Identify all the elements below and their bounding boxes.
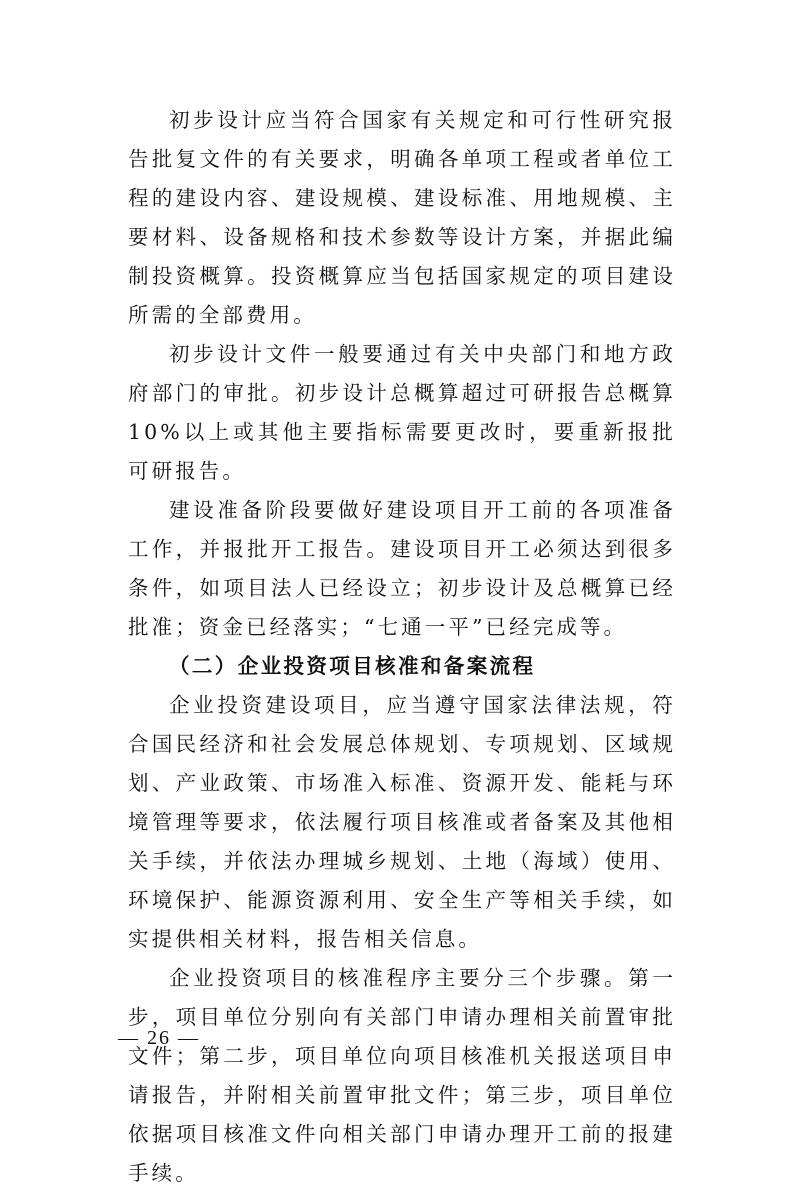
document-body [128,101,676,1193]
paragraph-construction-preparation: 建设准备阶段要做好建设项目开工前的各项准备工作，并报批开工报告。建设项目开工必须达到很多条件，如项目法人已经设立；初步设计及总概算已经批准；资金已经落实；“七通一平”已经完成等。 [128,498,676,639]
page-number: — 26 — [118,1027,200,1049]
paragraph-preliminary-design: 初步设计应当符合国家有关规定和可行性研究报告批复文件的有关要求，明确各单项工程或者单位工程的建设内容、建设规模、建设标准、用地规模、主要材料、设备规格和技术参数等设计方案，并据此编制投资概算。投资概算应当包括国家规定的项目建设所需的全部费用。 [128,108,676,327]
paragraph-enterprise-investment: 企业投资建设项目，应当遵守国家法律法规，符合国民经济和社会发展总体规划、专项规划、区域规划、产业政策、市场准入标准、资源开发、能耗与环境管理等要求，依法履行项目核准或者备案及其他相关手续，并依法办理城乡规划、土地（海域）使用、环境保护、能源资源利用、安全生产等相关手续，如实提供相关材料，报告相关信息。 [128,693,676,951]
paragraph-design-approval: 初步设计文件一般要通过有关中央部门和地方政府部门的审批。初步设计总概算超过可研报告总概算10%以上或其他主要指标需要更改时，要重新报批可研报告。 [128,342,676,483]
section-heading: （二）企业投资项目核准和备案流程 [169,654,536,678]
paragraph-approval-procedure: 企业投资项目的核准程序主要分三个步骤。第一步，项目单位分别向有关部门申请办理相关前置审批文件；第二步，项目单位向项目核准机关报送项目申请报告，并附相关前置审批文件；第三步，项目单位依据项目核准文件向相关部门申请办理开工前的报建手续。 [128,966,676,1185]
